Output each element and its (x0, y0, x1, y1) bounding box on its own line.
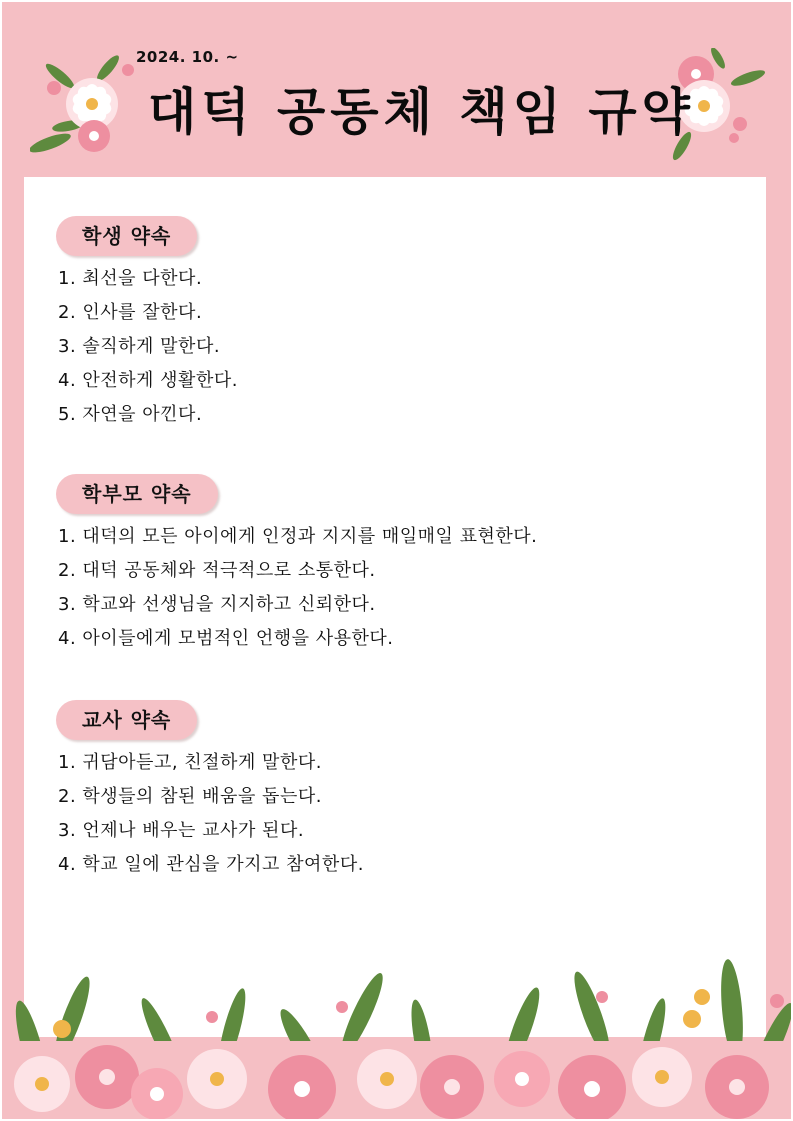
flower-cluster-left (30, 48, 150, 168)
item-list-student (58, 262, 238, 432)
list-item: 1. 최선을 다한다. (58, 268, 203, 289)
section-heading-student: 학생 약속 (56, 216, 197, 256)
list-item: 3. 학교와 선생님을 지지하고 신뢰한다. (58, 594, 376, 615)
page-title: 대덕 공동체 책임 규약 (148, 83, 695, 141)
section-teacher (56, 700, 364, 882)
list-item: 3. 언제나 배우는 교사가 된다. (58, 820, 305, 841)
list-item: 2. 대덕 공동체와 적극적으로 소통한다. (58, 560, 376, 581)
list-item: 1. 귀담아듣고, 친절하게 말한다. (58, 752, 322, 773)
list-item: 2. 학생들의 참된 배움을 돕는다. (58, 786, 322, 807)
list-item: 4. 안전하게 생활한다. (58, 370, 238, 391)
section-heading-parent: 학부모 약속 (56, 474, 218, 514)
section-parent (56, 474, 537, 656)
list-item: 4. 아이들에게 모범적인 언행을 사용한다. (58, 628, 394, 649)
list-item: 3. 솔직하게 말한다. (58, 336, 221, 357)
section-heading-teacher: 교사 약속 (56, 700, 197, 740)
section-student (56, 216, 238, 432)
list-item: 4. 학교 일에 관심을 가지고 참여한다. (58, 854, 364, 875)
item-list-teacher (58, 746, 364, 882)
item-list-parent (58, 520, 537, 656)
list-item: 1. 대덕의 모든 아이에게 인정과 지지를 매일매일 표현한다. (58, 526, 538, 547)
flower-border-bottom (2, 959, 791, 1119)
list-item: 2. 인사를 잘한다. (58, 302, 203, 323)
list-item: 5. 자연을 아낀다. (58, 404, 203, 425)
date-label: 2024. 10. ~ (136, 48, 239, 66)
